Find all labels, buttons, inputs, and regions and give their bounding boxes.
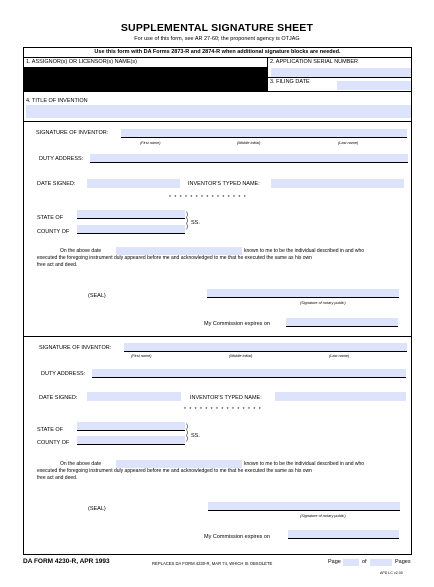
invention-title-field[interactable] xyxy=(26,105,411,118)
inventor-signature-field-2[interactable] xyxy=(124,343,407,352)
duty-address-field-1[interactable] xyxy=(90,154,408,163)
serial-number-label: 2. APPLICATION SERIAL NUMBER xyxy=(270,59,359,65)
on-above-date-text: On the above date xyxy=(60,248,102,254)
date-signed-field-2[interactable] xyxy=(87,392,181,401)
executed-text: executed the foregoing instrument duly appeared before me and acknowledged to me that he executed the same as his own xyxy=(37,468,312,474)
date-signed-label: DATE SIGNED: xyxy=(37,181,76,187)
on-above-date-text: On the above date xyxy=(60,461,102,467)
date-field-1[interactable] xyxy=(116,247,242,255)
separator-stars: * * * * * * * * * * * * * * * xyxy=(169,195,247,201)
ss-label: SS. xyxy=(191,433,200,439)
state-field-1[interactable] xyxy=(77,210,185,219)
last-name-caption: (Last name) xyxy=(329,354,350,358)
divider xyxy=(24,91,411,92)
total-pages-field[interactable] xyxy=(370,559,392,566)
typed-name-label: INVENTOR'S TYPED NAME: xyxy=(188,181,260,187)
form-body xyxy=(23,47,412,555)
typed-name-label: INVENTOR'S TYPED NAME: xyxy=(190,395,262,401)
commission-field-2[interactable] xyxy=(288,530,399,539)
duty-address-field-2[interactable] xyxy=(92,369,406,378)
known-text: known to me to be the individual described in and who xyxy=(244,461,365,467)
inventor-signature-field-1[interactable] xyxy=(121,129,407,138)
duty-address-label: DUTY ADDRESS: xyxy=(41,371,86,377)
divider xyxy=(24,121,411,122)
seal-label: (SEAL) xyxy=(88,293,106,299)
duty-address-label: DUTY ADDRESS: xyxy=(39,156,84,162)
middle-initial-caption: (Middle initial) xyxy=(229,354,253,358)
state-field-2[interactable] xyxy=(77,422,185,431)
first-name-caption: (First name) xyxy=(131,354,152,358)
filing-date-field[interactable] xyxy=(337,81,411,90)
notary-caption: (Signature of notary public) xyxy=(300,514,346,518)
typed-name-field-2[interactable] xyxy=(275,392,406,401)
filing-date-label: 3. FILING DATE xyxy=(270,79,310,85)
first-name-caption: (First name) xyxy=(140,141,161,145)
county-field-1[interactable] xyxy=(77,225,185,234)
form-subtitle: For use of this form, see AR 27-60; the proponent agency is OTJAG xyxy=(134,36,300,42)
page-label: Page xyxy=(328,559,341,565)
free-act-text: free act and deed. xyxy=(37,475,78,481)
commission-field-1[interactable] xyxy=(286,318,398,327)
notary-caption: (Signature of notary public) xyxy=(300,301,346,305)
last-name-caption: (Last name) xyxy=(338,141,359,145)
divider xyxy=(267,77,411,78)
divider xyxy=(24,57,411,58)
signature-of-inventor-label: SIGNATURE OF INVENTOR: xyxy=(36,130,109,136)
date-field-2[interactable] xyxy=(116,460,242,468)
county-label: COUNTY OF xyxy=(37,440,70,446)
executed-text: executed the foregoing instrument duly appeared before me and acknowledged to me that he executed the same as his own xyxy=(37,255,312,261)
county-label: COUNTY OF xyxy=(37,229,70,235)
notary-signature-field-1[interactable] xyxy=(207,289,399,298)
brace-symbol: ) ) ) xyxy=(186,424,188,442)
seal-label: (SEAL) xyxy=(88,506,106,512)
divider xyxy=(267,57,268,92)
signature-of-inventor-label: SIGNATURE OF INVENTOR: xyxy=(39,345,112,351)
notary-signature-field-2[interactable] xyxy=(208,502,400,511)
form-instruction: Use this form with DA Forms 2873-R and 2874-R when additional signature blocks are needed. xyxy=(94,49,341,55)
assignor-redacted-field[interactable] xyxy=(24,67,267,91)
serial-number-field[interactable] xyxy=(271,68,411,77)
state-label: STATE OF xyxy=(37,215,64,221)
state-label: STATE OF xyxy=(37,427,64,433)
form-title: SUPPLEMENTAL SIGNATURE SHEET xyxy=(120,22,314,34)
page-number-field[interactable] xyxy=(343,559,359,566)
separator-stars: * * * * * * * * * * * * * * * xyxy=(184,407,262,413)
invention-title-label: 4. TITLE OF INVENTION xyxy=(26,98,88,104)
typed-name-field-1[interactable] xyxy=(271,179,404,188)
commission-label: My Commission expires on xyxy=(204,321,271,327)
known-text: known to me to be the individual described in and who xyxy=(244,248,365,254)
ss-label: SS. xyxy=(191,220,200,226)
assignor-label: 1. ASSIGNOR(s) OR LICENSOR(s) NAME(s) xyxy=(26,59,137,65)
replaces-note: REPLACES DA FORM 4230-R, MAR 74, WHICH IS OBSOLETE xyxy=(152,561,273,566)
version-label: APD LC v2.00 xyxy=(380,571,403,575)
of-label: of xyxy=(362,559,367,565)
divider xyxy=(24,336,411,337)
form-number: DA FORM 4230-R, APR 1993 xyxy=(23,558,110,565)
county-field-2[interactable] xyxy=(77,436,185,445)
pages-label: Pages xyxy=(395,559,411,565)
free-act-text: free act and deed. xyxy=(37,262,78,268)
commission-label: My Commission expires on xyxy=(204,534,271,540)
date-signed-field-1[interactable] xyxy=(87,179,180,188)
date-signed-label: DATE SIGNED: xyxy=(39,395,78,401)
brace-symbol: ) ) ) xyxy=(186,212,188,230)
middle-initial-caption: (Middle initial) xyxy=(237,141,261,145)
